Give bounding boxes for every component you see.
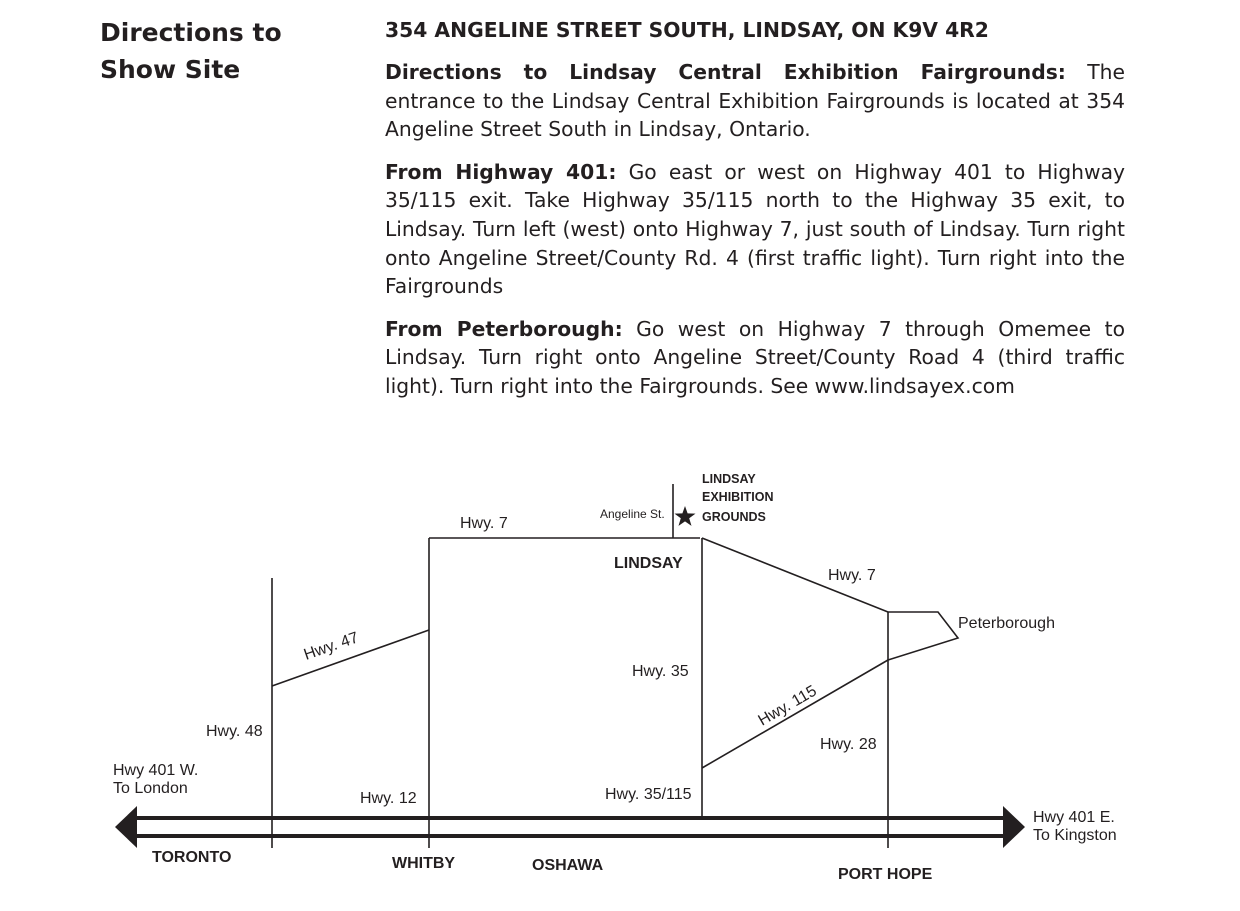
heading-line-2: Show Site	[100, 55, 241, 84]
label-hwy12: Hwy. 12	[360, 790, 417, 807]
directions-text	[385, 16, 1125, 415]
paragraph-hwy401	[385, 158, 1125, 301]
label-hwy7-east: Hwy. 7	[828, 567, 876, 584]
section-heading	[100, 14, 300, 88]
town-whitby: WHITBY	[392, 855, 456, 872]
star-icon	[675, 506, 696, 526]
label-hwy35: Hwy. 35	[632, 663, 689, 680]
west-exit-line-2: To London	[113, 780, 188, 797]
paragraph-fairgrounds	[385, 58, 1125, 144]
label-hwy115: Hwy. 115	[755, 682, 820, 730]
label-hwy7-top: Hwy. 7	[460, 515, 508, 532]
east-exit-line-2: To Kingston	[1033, 827, 1117, 844]
town-lindsay: LINDSAY	[614, 555, 683, 572]
arrow-west-icon	[115, 806, 137, 848]
exhibition-grounds-line-2: EXHIBITION	[702, 490, 774, 504]
address: 354 ANGELINE STREET SOUTH, LINDSAY, ON K9V 4R2	[385, 18, 989, 42]
town-toronto: TORONTO	[152, 849, 232, 866]
highway-401	[135, 818, 1005, 836]
town-oshawa: OSHAWA	[532, 857, 604, 874]
arrow-east-icon	[1003, 806, 1025, 848]
east-exit-line-1: Hwy 401 E.	[1033, 809, 1115, 826]
paragraph-lead: Directions to Lindsay Central Exhibition Fairgrounds:	[385, 60, 1066, 84]
label-hwy48: Hwy. 48	[206, 723, 263, 740]
paragraph-peterborough	[385, 315, 1125, 401]
town-port-hope: PORT HOPE	[838, 866, 933, 883]
label-hwy47: Hwy. 47	[301, 629, 361, 664]
west-exit-line-1: Hwy 401 W.	[113, 762, 199, 779]
label-hwy35-115: Hwy. 35/115	[605, 786, 692, 803]
paragraph-lead: From Highway 401:	[385, 159, 617, 184]
exhibition-grounds-line-1: LINDSAY	[702, 472, 756, 486]
heading-line-1: Directions to	[100, 18, 282, 47]
label-hwy28: Hwy. 28	[820, 736, 877, 753]
road-peterborough	[888, 612, 958, 660]
route-map	[0, 430, 1240, 911]
paragraph-body: Go east or west on Highway 401 to Highway 35/115 exit. Take Highway 35/115 north to the Highway 35 exit, to Lindsay. Turn left (west) onto Highway 7, just south of Lindsay. Turn right onto Angeline Street/County Rd. 4 (first traffic light). Turn right into the Fairgrounds	[385, 159, 1126, 299]
exhibition-grounds-line-3: GROUNDS	[702, 510, 766, 524]
paragraph-lead: From Peterborough:	[385, 316, 623, 341]
angeline-street-label: Angeline St.	[600, 507, 665, 521]
town-peterborough: Peterborough	[958, 615, 1055, 632]
paragraph-body: Go west on Highway 7 through Omemee to Lindsay. Turn right onto Angeline Street/County Road 4 (third traffic light). Turn right into the Fairgrounds. See www.lindsayex.com	[385, 316, 1125, 398]
paragraph-body: The entrance to the Lindsay Central Exhibition Fairgrounds is located at 354 Angeline Street South in Lindsay, Ontario.	[385, 60, 1126, 142]
